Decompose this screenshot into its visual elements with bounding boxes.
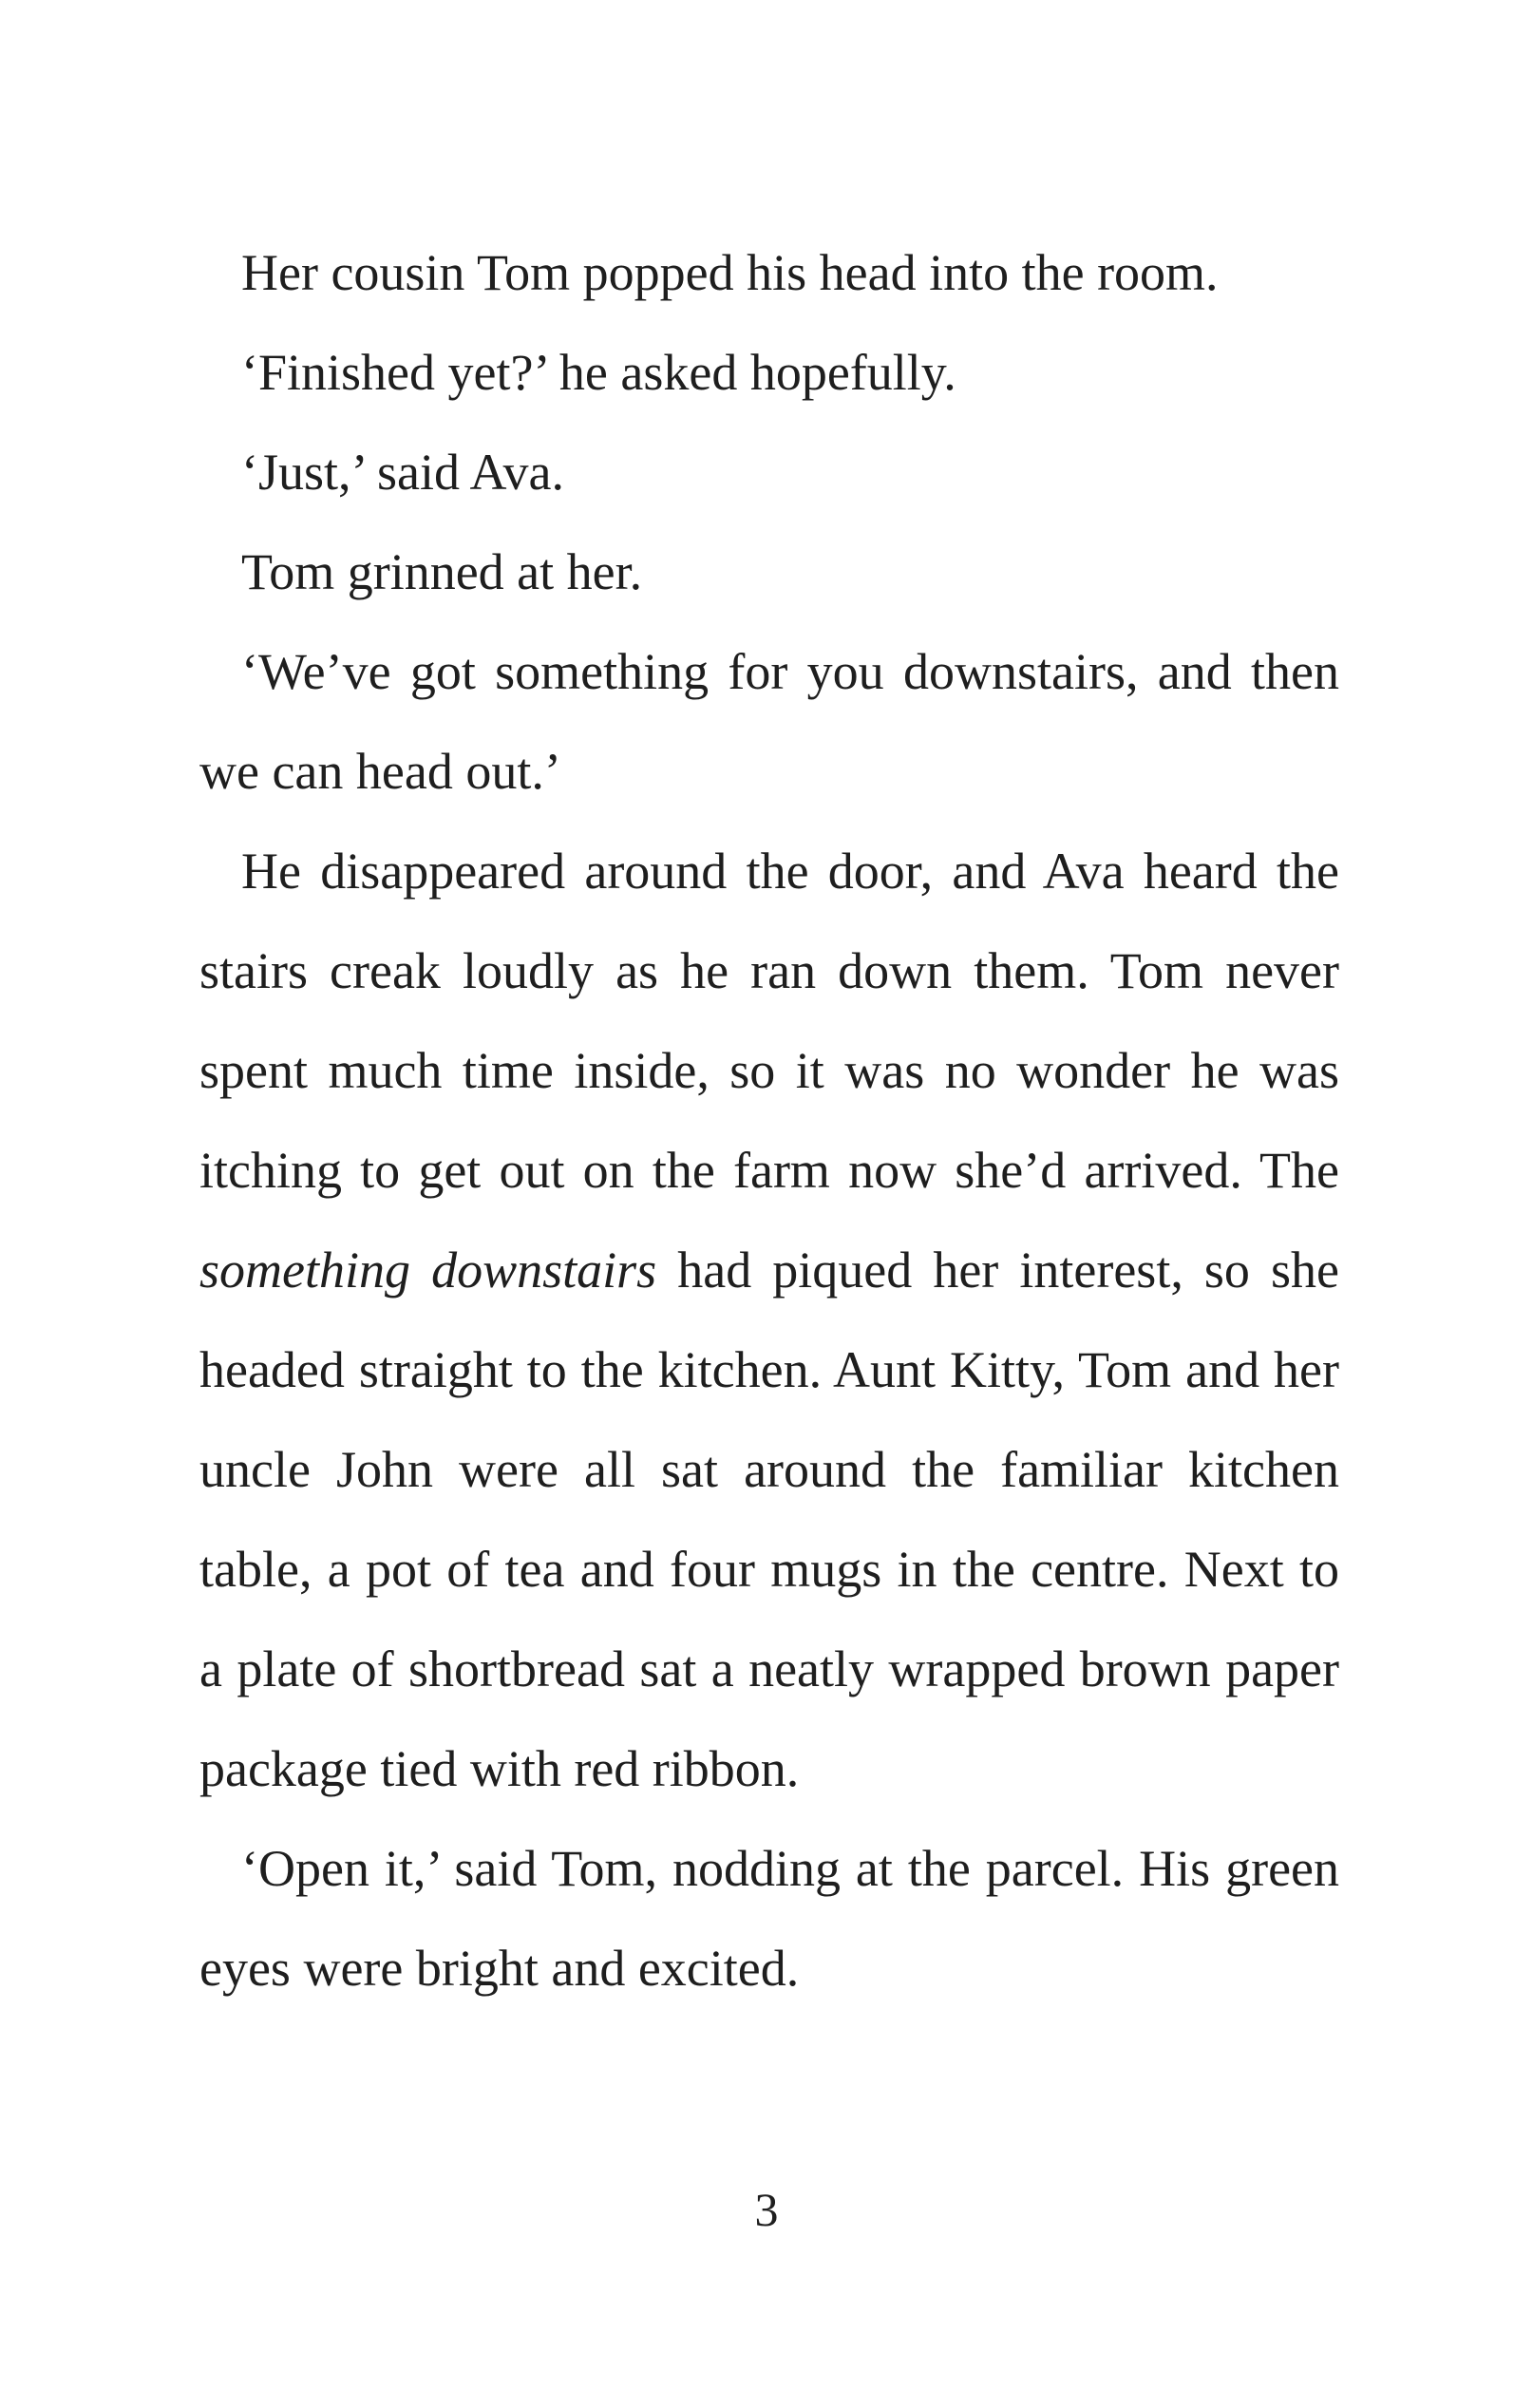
- paragraph-3: ‘Just,’ said Ava.: [241, 444, 564, 501]
- paragraph-6-end: had piqued her interest, so she headed straight to the kitchen. Aunt Kitty, Tom and her uncle John were all sat around the familiar kitchen table, a pot of tea and four mugs in the centre. Next to a plate of shortbread sat a neatly wrapped brown paper package tied with red ribbon.: [199, 1242, 1339, 1797]
- paragraph-5: ‘We’ve got something for you downstairs, and then we can head out.’: [199, 643, 1339, 800]
- paragraph-7: ‘Open it,’ said Tom, nodding at the parcel. His green eyes were bright and excited.: [199, 1840, 1339, 1997]
- page-number: 3: [754, 2183, 779, 2236]
- paragraph-6-start: He disappeared around the door, and Ava heard the stairs creak loudly as he ran down them. Tom never spent much time inside, so it was no wonder he was itching to get out on the farm now she’d arrived. The: [199, 843, 1339, 1199]
- paragraph-1: Her cousin Tom popped his head into the room.: [241, 244, 1219, 301]
- paragraph-2: ‘Finished yet?’ he asked hopefully.: [241, 344, 956, 401]
- paragraph-4: Tom grinned at her.: [241, 543, 643, 600]
- body-text: [199, 223, 1339, 2019]
- paragraph-6: [199, 822, 1339, 1819]
- paragraph-6-emphasis: something downstairs: [199, 1242, 657, 1299]
